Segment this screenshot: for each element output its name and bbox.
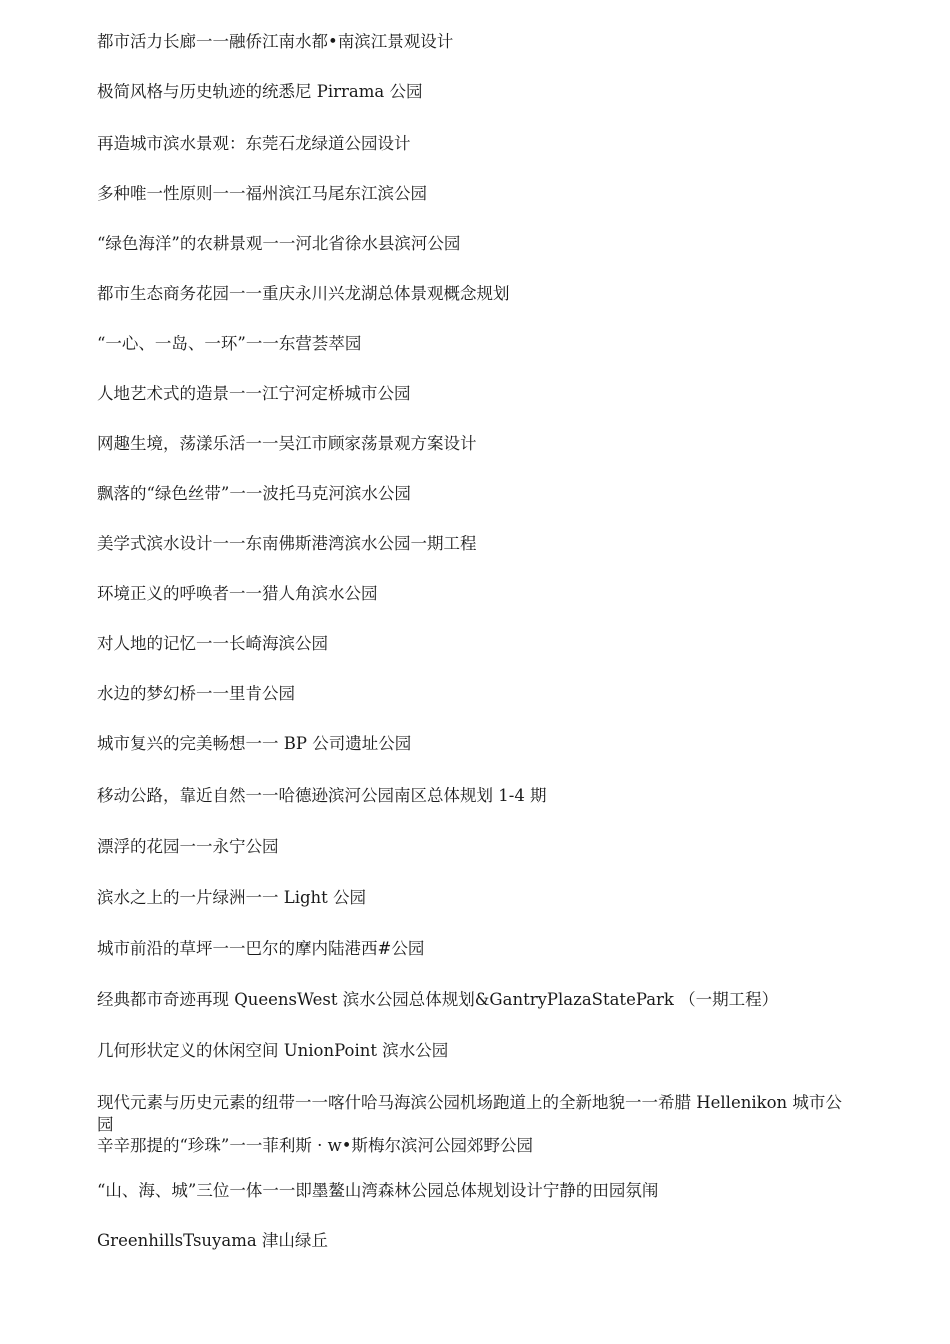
project-title-line: 辛辛那提的“珍珠”一一菲利斯 · w•斯梅尔滨河公园郊野公园 (97, 1136, 533, 1155)
project-title-line: 城市复兴的完美畅想一一 BP 公司遗址公园 (97, 734, 412, 753)
project-title-line: “绿色海洋”的农耕景观一一河北省徐水县滨河公园 (97, 234, 461, 253)
project-title-line: 移动公路，靠近自然一一哈德逊滨河公园南区总体规划 1-4 期 (97, 786, 547, 805)
project-title-line: 都市活力长廊一一融侨江南水都•南滨江景观设计 (97, 32, 454, 51)
project-title-line: 再造城市滨水景观：东莞石龙绿道公园设计 (97, 134, 411, 153)
project-title-line: “一心、一岛、一环”一一东营荟萃园 (97, 334, 362, 353)
project-title-line: 现代元素与历史元素的纽带一一喀什哈马海滨公园机场跑道上的全新地貌一一希腊 Hellenikon 城市公园 (97, 1093, 842, 1134)
project-title-line: 经典都市奇迹再现 QueensWest 滨水公园总体规划&GantryPlazaStatePark （一期工程） (97, 990, 779, 1009)
project-title-line: 美学式滨水设计一一东南佛斯港湾滨水公园一期工程 (97, 534, 477, 553)
project-title-line: 都市生态商务花园一一重庆永川兴龙湖总体景观概念规划 (97, 284, 510, 303)
project-title-line: 漂浮的花园一一永宁公园 (97, 837, 279, 856)
project-title-line: 极简风格与历史轨迹的统悉尼 Pirrama 公园 (97, 82, 423, 101)
project-title-line: 水边的梦幻桥一一里肯公园 (97, 684, 295, 703)
project-title-line: 网趣生境，荡漾乐活一一吴江市顾家荡景观方案设计 (97, 434, 477, 453)
project-title-line: 城市前沿的草坪一一巴尔的摩内陆港西#公园 (97, 939, 425, 958)
project-title-line: 人地艺术式的造景一一江宁河定桥城市公园 (97, 384, 411, 403)
project-title-line: GreenhillsTsuyama 津山绿丘 (97, 1231, 328, 1250)
project-title-line: 飘落的“绿色丝带”一一波托马克河滨水公园 (97, 484, 411, 503)
project-title-line: “山、海、城”三位一体一一即墨鳌山湾森林公园总体规划设计宁静的田园氛闱 (97, 1181, 659, 1200)
project-title-line: 几何形状定义的休闲空间 UnionPoint 滨水公园 (97, 1041, 449, 1060)
project-title-line: 对人地的记忆一一长崎海滨公园 (97, 634, 328, 653)
project-title-line: 多种唯一性原则一一福州滨江马尾东江滨公园 (97, 184, 427, 203)
project-title-line: 滨水之上的一片绿洲一一 Light 公园 (97, 888, 367, 907)
project-title-line: 环境正义的呼唤者一一猎人角滨水公园 (97, 584, 378, 603)
